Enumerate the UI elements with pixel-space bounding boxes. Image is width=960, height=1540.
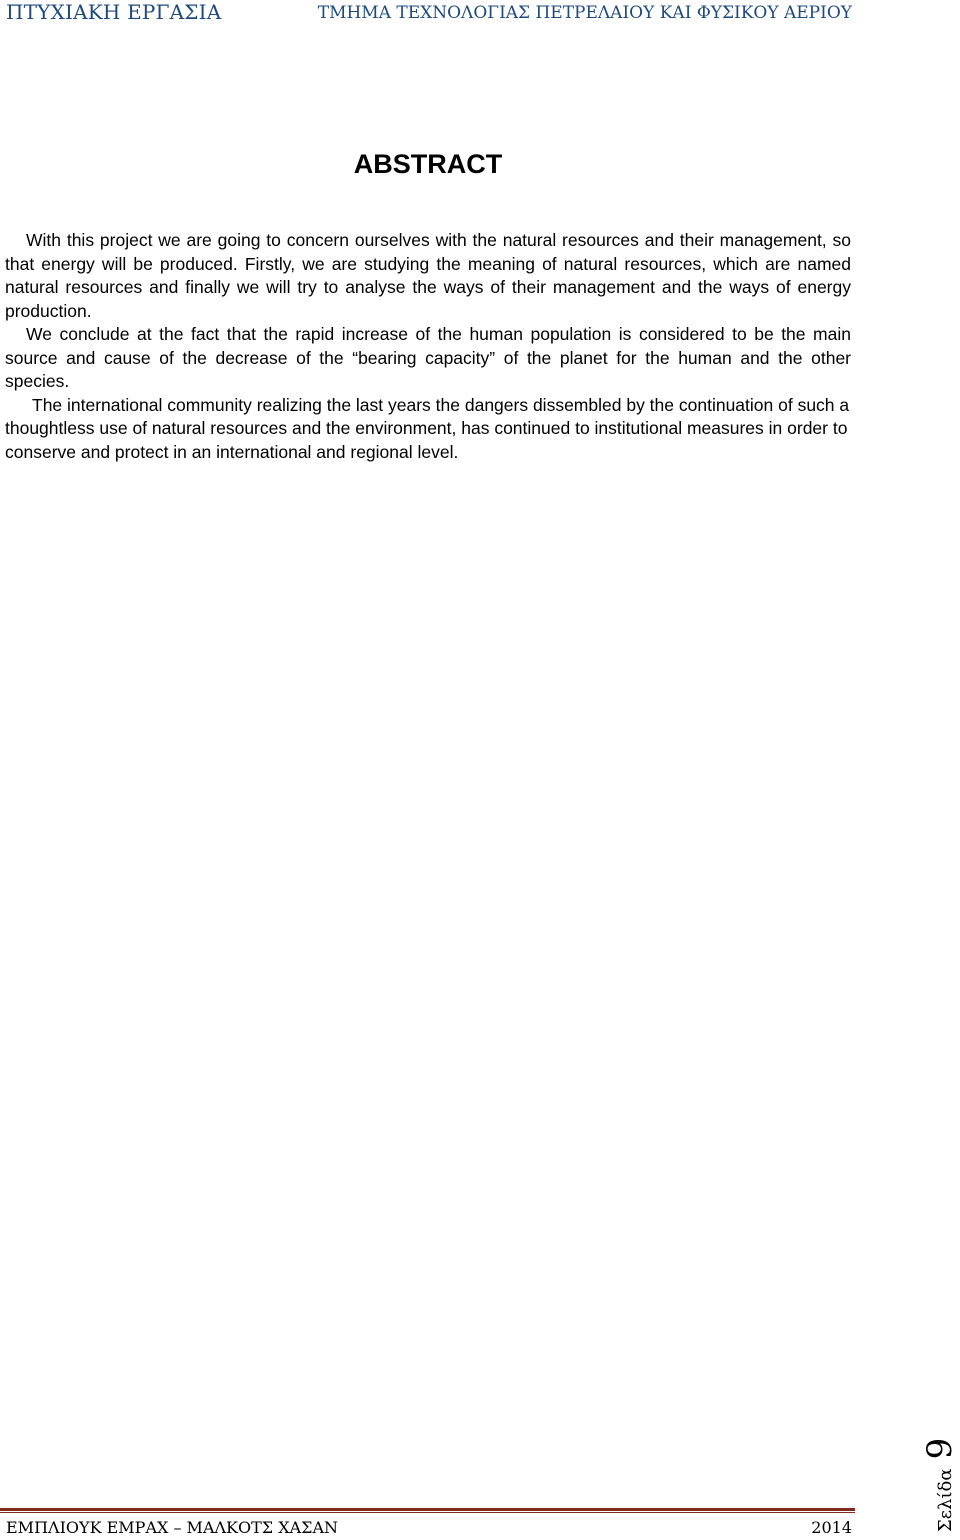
abstract-body <box>5 229 851 464</box>
page-label: Σελίδα <box>935 1468 956 1532</box>
document-title: ABSTRACT <box>353 149 503 179</box>
abstract-paragraph-3: The international community realizing the last years the dangers dissembled by the continuation of such a thoughtless use of natural resources and the environment, has continued to institutional measures in order to conserve and protect in an international and regional level. <box>5 394 850 462</box>
abstract-paragraph-2: We conclude at the fact that the rapid increase of the human population is considered to be the main source and cause of the decrease of the “bearing capacity” of the planet for the human and the other species. <box>5 324 851 391</box>
footer-authors: ΕΜΠΛΙΟΥΚ ΕΜΡΑΧ – ΜΑΛΚΟΤΣ ΧΑΣΑΝ <box>6 1518 338 1537</box>
footer-year: 2014 <box>811 1518 852 1537</box>
footer-rule <box>0 1508 855 1511</box>
abstract-paragraph-1: With this project we are going to concern ourselves with the natural resources and their management, so that energy will be produced. Firstly, we are studying the meaning of natural resources, which are named natural resources and finally we will try to analyse the ways of their management and the ways of energy production. <box>5 230 851 321</box>
header-department-label: ΤΜΗΜΑ ΤΕΧΝΟΛΟΓΙΑΣ ΠΕΤΡΕΛΑΙΟΥ ΚΑΙ ΦΥΣΙΚΟΥ ΑΕΡΙΟΥ <box>317 3 852 23</box>
page-header <box>0 0 960 34</box>
header-thesis-label: ΠΤΥΧΙΑΚΗ ΕΡΓΑΣΙΑ <box>6 0 222 24</box>
page-number-marker <box>920 1392 960 1532</box>
footer-rule-thin <box>0 1512 855 1513</box>
page-number: 9 <box>920 1437 960 1460</box>
